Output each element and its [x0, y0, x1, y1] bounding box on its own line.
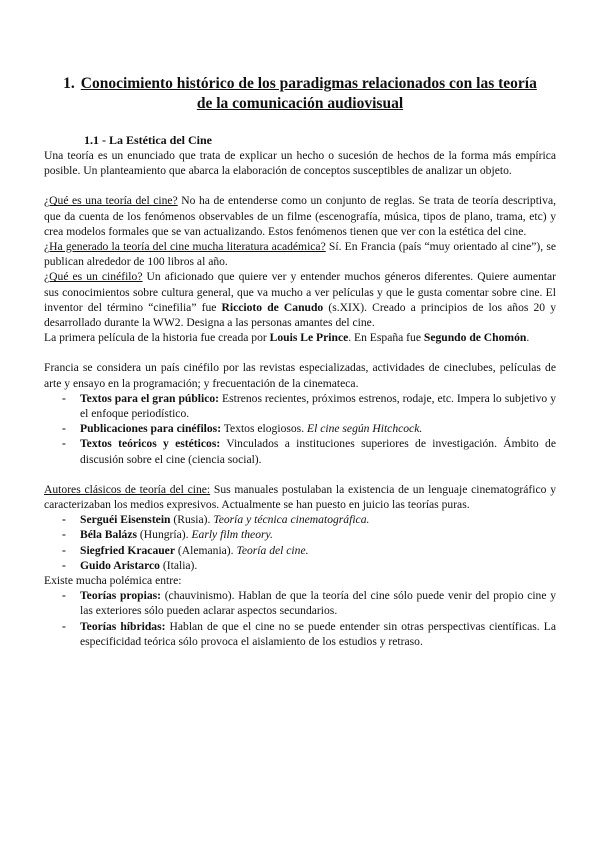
first-film-name-a: Louis Le Prince: [269, 331, 349, 345]
author-country: (Hungría).: [137, 528, 192, 542]
list-item-desc: Hablan de que el cine no se puede entender sin otras perspectivas científicas. La especificidad teórica sólo provoca el aislamiento de los estudios y retraso.: [80, 619, 556, 648]
authors-list: [44, 512, 556, 573]
chapter-heading: [44, 74, 556, 113]
question-theory: ¿Qué es una teoría del cine?: [44, 194, 178, 208]
chapter-number: 1.: [63, 75, 75, 92]
spacer: [44, 345, 556, 360]
list-item-desc: Estrenos recientes, próximos estrenos, rodaje, etc. Impera lo subjetivo y el enfoque periodístico.: [80, 391, 556, 421]
france-paragraph: Francia se considera un país cinéfilo por las revistas especializadas, actividades de cineclubes, películas de arte y ensayo en la programación; y frecuentación de la cinemateca.: [44, 361, 556, 390]
list-item: [44, 619, 556, 649]
list-item: [44, 558, 556, 573]
list-item: [44, 543, 556, 558]
answer-theory: No ha de entenderse como un conjunto de reglas. Se trata de teoría descriptiva, que da cuenta de los fenómenos observables de un filme (escenografía, música, tipos de plano, trama, etc) y crea modelos formales que se van actualizando. Estos fenómenos tienen que ver con la estética del cine.: [44, 194, 556, 238]
list-item: [44, 436, 556, 466]
texts-list: [44, 391, 556, 467]
list-item-label: Textos para el gran público:: [80, 391, 220, 405]
list-item: [44, 588, 556, 618]
list-item-label: Teorías híbridas:: [80, 619, 166, 633]
document-body: [44, 132, 556, 649]
polemic-intro: Existe mucha polémica entre:: [44, 574, 182, 588]
list-item-italic: El cine según Hitchcock.: [307, 422, 423, 436]
author-name: Guido Aristarco: [80, 558, 160, 572]
author-work: Teoría del cine.: [236, 543, 309, 557]
author-name: Béla Balázs: [80, 528, 138, 542]
chapter-title-line1: Conocimiento histórico de los paradigmas relacionados con las teoría: [80, 75, 537, 92]
author-name: Siegfried Kracauer: [80, 543, 175, 557]
question-cinephile: ¿Qué es un cinéfilo?: [44, 270, 143, 284]
list-item-desc: Textos elogiosos.: [221, 422, 307, 436]
first-film-text-b: . En España fue: [348, 331, 424, 345]
authors-intro-label: Autores clásicos de teoría del cine:: [44, 482, 211, 496]
first-film-text-a: La primera película de la historia fue creada por: [44, 331, 270, 345]
first-film-name-b: Segundo de Chomón: [423, 331, 527, 345]
spacer: [44, 467, 556, 482]
list-item: [44, 527, 556, 542]
authors-intro-paragraph: [44, 482, 556, 512]
list-item: [44, 421, 556, 436]
author-country: (Alemania).: [174, 543, 237, 557]
list-item-label: Teorías propias:: [80, 589, 161, 603]
author-country: (Rusia).: [170, 513, 214, 527]
author-name: Serguéi Eisenstein: [80, 513, 171, 527]
list-item-label: Textos teóricos y estéticos:: [80, 437, 221, 451]
question-literature-paragraph: [44, 239, 556, 269]
author-work: Early film theory.: [191, 528, 273, 542]
list-item-desc: (chauvinismo). Hablan de que la teoría del cine sólo puede venir del propio cine y las exteriores sólo pueden aclarar aspectos secundarios.: [80, 589, 556, 618]
list-item: [44, 391, 556, 421]
first-film-text-c: .: [526, 331, 530, 345]
intro-paragraph: Una teoría es un enunciado que trata de explicar un hecho o sucesión de hechos de la forma más empírica posible. Un planteamiento que abarca la elaboración de conceptos susceptibles de analizar un objeto.: [44, 149, 556, 178]
list-item-label: Publicaciones para cinéfilos:: [80, 422, 222, 436]
authors-intro-text: Sus manuales postulaban la existencia de un lenguaje cinematográfico y caracterizaban los medios expresivos. Actualmente se han puesto en juicio las teorías puras.: [44, 482, 556, 512]
answer-cinephile-a: Un aficionado que quiere ver y entender muchos géneros diferentes. Quiere aumentar sus conocimientos sobre cultura general, que va mucho a ver películas y que le gusta comentar sobre cine. El inventor del término “cinefilia” fue: [44, 270, 557, 314]
polemic-list: [44, 588, 556, 649]
inventor-name: Riccioto de Canudo: [221, 300, 324, 314]
answer-literature: Sí. En Francia (país “muy orientado al cine”), se publican alrededor de 100 libros al año.: [44, 240, 556, 269]
author-work: Teoría y técnica cinematográfica.: [213, 513, 370, 527]
chapter-title-line2: de la comunicación audiovisual: [196, 94, 404, 112]
answer-cinephile-b: (s.XIX). Creado a principios de los años 20 y desarrollado durante la WW2. Designa a las personas amantes del cine.: [44, 300, 556, 330]
question-cinephile-paragraph: [44, 269, 556, 330]
list-item: [44, 512, 556, 527]
first-film-paragraph: [44, 330, 556, 345]
question-theory-paragraph: [44, 193, 556, 239]
spacer: [44, 178, 556, 193]
question-literature: ¿Ha generado la teoría del cine mucha literatura académica?: [44, 240, 326, 254]
author-country: (Italia).: [159, 558, 198, 572]
section-title: 1.1 - La Estética del Cine: [84, 133, 212, 147]
list-item-desc: Vinculados a instituciones superiores de investigación. Ámbito de discusión sobre el cine (ciencia social).: [80, 437, 556, 466]
